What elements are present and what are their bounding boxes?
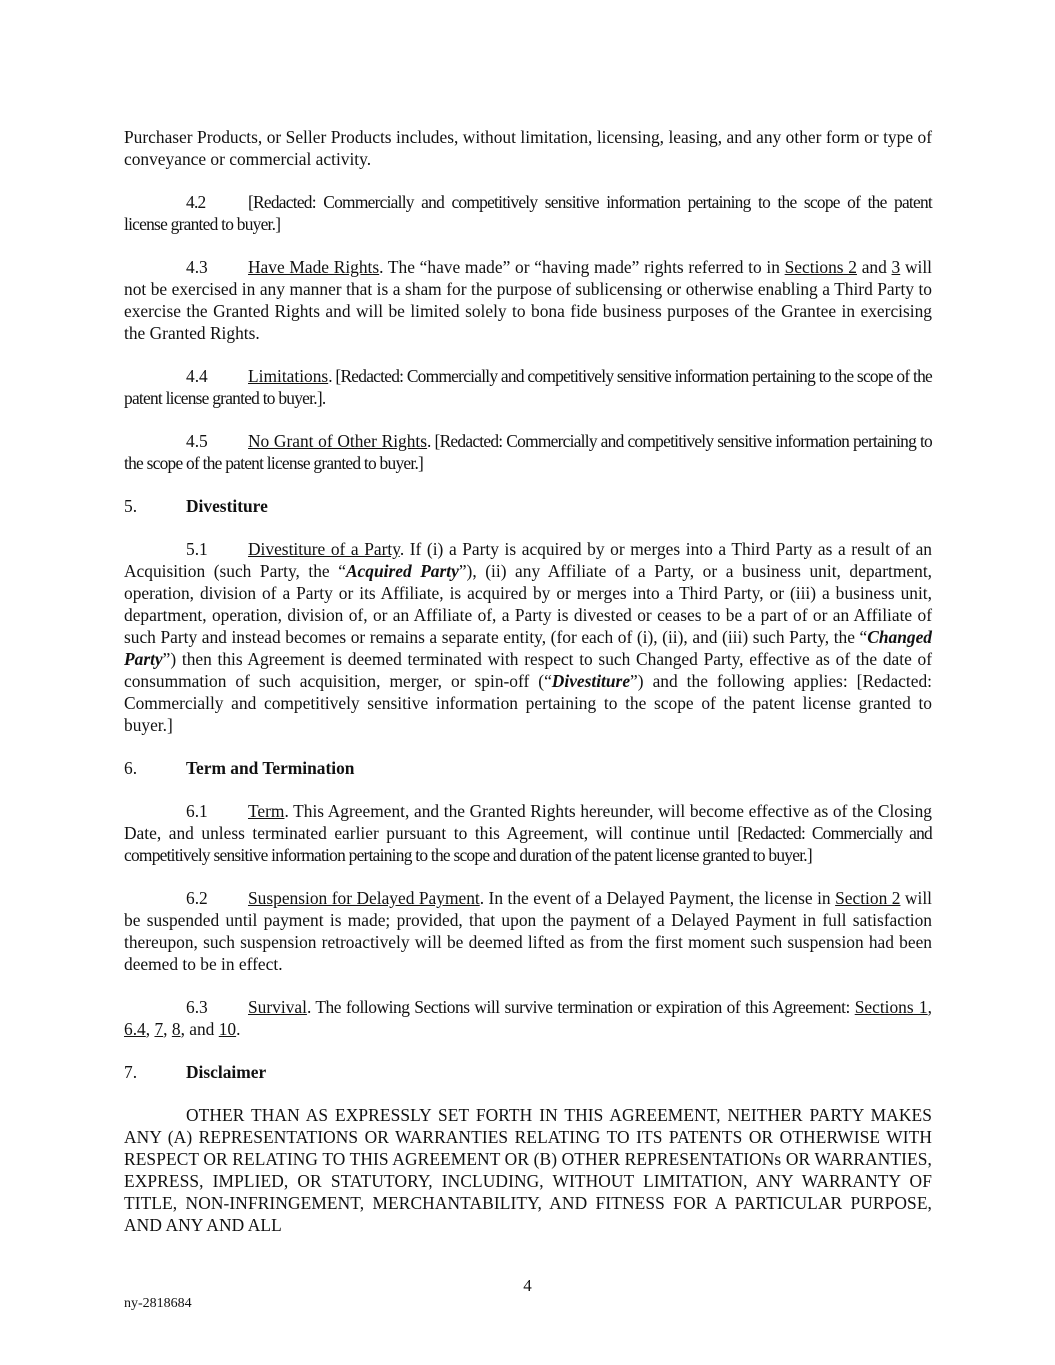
defined-term: Acquired Party xyxy=(345,561,459,581)
section-number: 4.3 xyxy=(186,257,208,277)
heading-number: 6. xyxy=(124,758,138,778)
section-reference: 10 xyxy=(218,1019,237,1039)
section-reference: Section 2 xyxy=(835,888,901,908)
section-title: Divestiture of a Party xyxy=(248,539,400,559)
heading-title: Divestiture xyxy=(186,496,268,516)
section-text: . If (i) a Party is acquired by or merges into a Third Party as a result of an Acquisition (such Party, the “ xyxy=(124,539,932,581)
section-title: Suspension for Delayed Payment xyxy=(248,888,480,908)
section-reference: Sections 2 xyxy=(784,257,857,277)
section-title: Have Made Rights xyxy=(248,257,380,277)
heading-title: Disclaimer xyxy=(186,1062,267,1082)
separator: , xyxy=(145,1019,155,1039)
section-number: 6.1 xyxy=(186,801,208,821)
section-text: ”), (ii) any Affiliate of a Party, or a business unit, department, operation, division of a Party or its Affiliate, is acquired by or merges into a Third Party, or (iii) a business unit, department, operation, division of, or an Affiliate of, a Party is divested or ceases to be a part of or an Affiliate of such Party and instead becomes or remains a separate entity, (for each of (i), (ii), and (iii) such Party, the “ xyxy=(124,561,933,647)
document-page xyxy=(124,126,932,1236)
separator: , and xyxy=(180,1019,219,1039)
section-reference: Sections 1 xyxy=(854,997,928,1017)
heading-number: 7. xyxy=(124,1062,138,1082)
separator: . xyxy=(236,1019,241,1039)
section-number: 6.2 xyxy=(186,888,208,908)
section-5-1 xyxy=(124,538,932,736)
section-4-3 xyxy=(124,256,932,344)
section-4-5 xyxy=(124,430,932,474)
document-id: ny-2818684 xyxy=(124,1296,192,1311)
section-reference: 3 xyxy=(891,257,901,277)
section-number: 6.3 xyxy=(186,997,208,1017)
heading-title: Term and Termination xyxy=(186,758,355,778)
separator: , xyxy=(927,997,932,1017)
section-number: 4.2 xyxy=(186,192,206,212)
section-4-2 xyxy=(124,191,932,235)
section-reference: 6.4 xyxy=(124,1019,146,1039)
section-text: will be suspended until payment is made; provided, that upon the payment of a Delayed Payment in full satisfaction thereupon, such suspension retroactively will be deemed lifted as from the first moment such suspension had been deemed to be in effect. xyxy=(124,888,932,974)
section-number: 4.4 xyxy=(186,366,208,386)
section-text: . [Redacted: Commercially and competitively sensitive information pertaining to the scope of the patent license granted to buyer.] xyxy=(124,431,932,473)
section-title: Survival xyxy=(248,997,307,1017)
section-text: . In the event of a Delayed Payment, the license in xyxy=(479,888,836,908)
section-text: ”) then this Agreement is deemed terminated with respect to such Changed Party, effective as of the date of consummation of such acquisition, merger, or spin-off (“ xyxy=(124,649,932,691)
section-number: 5.1 xyxy=(186,539,208,559)
heading-disclaimer xyxy=(124,1061,932,1083)
section-title: Limitations xyxy=(248,366,329,386)
section-6-1 xyxy=(124,800,932,866)
section-number: 4.5 xyxy=(186,431,208,451)
defined-term: Divestiture xyxy=(551,671,631,691)
intro-paragraph: Purchaser Products, or Seller Products includes, without limitation, licensing, leasing, and any other form or type of conveyance or commercial activity. xyxy=(124,127,932,169)
section-text: . [Redacted: Commercially and competitively sensitive information pertaining to the scope of the patent license granted to buyer.]. xyxy=(124,366,932,408)
heading-term-and-termination xyxy=(124,757,932,779)
section-text: . This Agreement, and the Granted Rights hereunder, will become effective as of the Closing Date, and unless terminated earlier pursuant to this Agreement, will continue until xyxy=(124,801,932,843)
page-number: 4 xyxy=(523,1276,532,1295)
heading-number: 5. xyxy=(124,496,138,516)
section-text: will not be exercised in any manner that is a sham for the purpose of sublicensing or otherwise enabling a Third Party to exercise the Granted Rights and will be limited solely to bona fide business purposes of the Grantee in exercising the Granted Rights. xyxy=(124,257,933,343)
section-text: . The “have made” or “having made” rights referred to in xyxy=(379,257,785,277)
section-title: No Grant of Other Rights xyxy=(248,431,428,451)
disclaimer-paragraph: OTHER THAN AS EXPRESSLY SET FORTH IN THIS AGREEMENT, NEITHER PARTY MAKES ANY (A) REPRESENTATIONS OR WARRANTIES RELATING TO ITS PATENTS OR OTHERWISE WITH RESPECT OR RELATING TO THIS AGREEMENT OR (B) OTHER REPRESENTATIONs OR WARRANTIES, EXPRESS, IMPLIED, OR STATUTORY, INCLUDING, WITHOUT LIMITATION, ANY WARRANTY OF TITLE, NON-INFRINGEMENT, MERCHANTABILITY, AND FITNESS FOR A PARTICULAR PURPOSE, AND ANY AND ALL xyxy=(124,1105,932,1235)
section-text: [Redacted: Commercially and competitively sensitive information pertaining to the scope of the patent license granted to buyer.] xyxy=(124,192,932,234)
section-reference: 7 xyxy=(154,1019,164,1039)
section-text: ”) and the following applies: [Redacted: Commercially and competitively sensitive information pertaining to the scope of the patent license granted to buyer.] xyxy=(124,671,932,735)
section-6-2 xyxy=(124,887,932,975)
section-text: [Redacted: Commercially and competitively sensitive information pertaining to the scope and duration of the patent license granted to buyer.] xyxy=(124,823,932,865)
section-text: . The following Sections will survive termination or expiration of this Agreement: xyxy=(306,997,855,1017)
section-4-4 xyxy=(124,365,932,409)
section-text: and xyxy=(856,257,892,277)
section-title: Term xyxy=(248,801,285,821)
separator: , xyxy=(163,1019,172,1039)
heading-divestiture xyxy=(124,495,932,517)
section-reference: 8 xyxy=(171,1019,181,1039)
defined-term: Changed Party xyxy=(124,627,932,669)
section-6-3 xyxy=(124,996,932,1040)
